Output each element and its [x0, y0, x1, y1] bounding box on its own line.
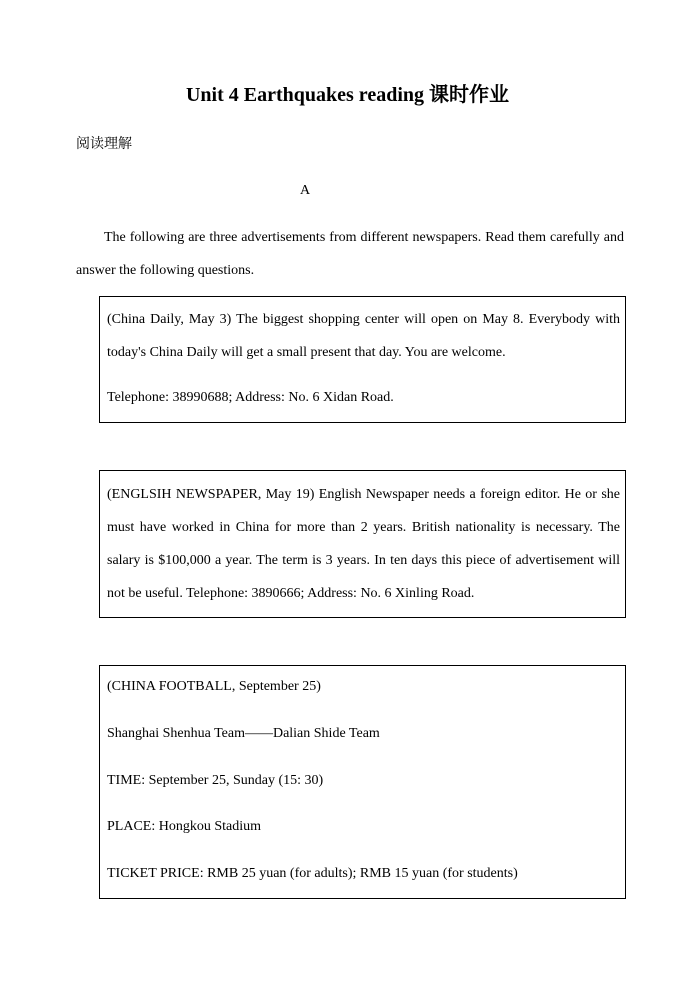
advertisement-box-1 [99, 296, 626, 423]
advertisement-box-3 [99, 665, 626, 899]
ad-1-body: (China Daily, May 3) The biggest shopping center will open on May 8. Everybody with today's China Daily will get a small present that day. You are welcome. [107, 312, 620, 360]
ad-3-ticket-price: TICKET PRICE: RMB 25 yuan (for adults); RMB 15 yuan (for students) [107, 866, 518, 881]
ad-3-match: Shanghai Shenhua Team——Dalian Shide Team [107, 726, 380, 741]
ad-2-body: (ENGLSIH NEWSPAPER, May 19) English Newspaper needs a foreign editor. He or she must have worked in China for more than 2 years. British nationality is necessary. The salary is $100,000 a year. The term is 3 years. In ten days this piece of advertisement will not be useful. Telephone: 3890666; Address: No. 6 Xinling Road. [107, 487, 620, 601]
page-title: Unit 4 Earthquakes reading 课时作业 [185, 84, 509, 106]
ad-3-place: PLACE: Hongkou Stadium [107, 819, 262, 834]
part-letter: A [299, 183, 311, 198]
section-label: 阅读理解 [76, 136, 132, 152]
ad-3-time: TIME: September 25, Sunday (15: 30) [107, 773, 324, 788]
ad-1-contact: Telephone: 38990688; Address: No. 6 Xidan Road. [107, 390, 394, 405]
ad-3-source: (CHINA FOOTBALL, September 25) [107, 679, 321, 694]
advertisement-box-2 [99, 470, 626, 618]
intro-paragraph: The following are three advertisements from different newspapers. Read them carefully and answer the following questions. [76, 230, 624, 278]
